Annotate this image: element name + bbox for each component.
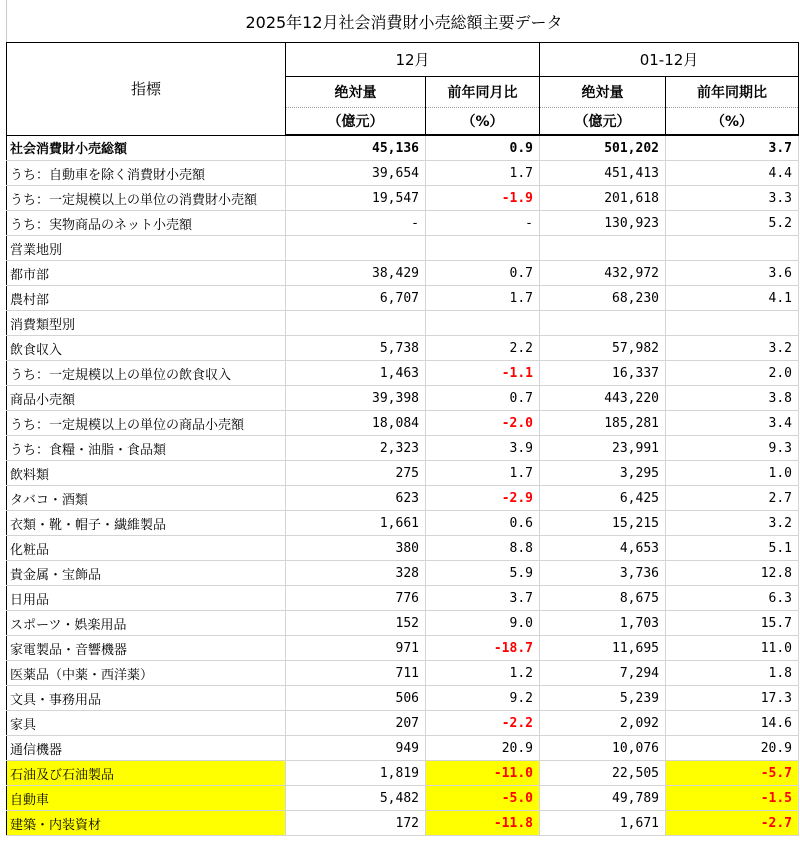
month-yoy-cell[interactable]: -11.8 xyxy=(426,811,540,836)
month-absolute-cell[interactable]: 1,661 xyxy=(286,511,426,536)
month-yoy-cell[interactable]: -18.7 xyxy=(426,636,540,661)
month-yoy-unit: （%） xyxy=(426,108,540,136)
month-group-header: 12月 xyxy=(286,43,540,77)
row-label[interactable]: スポーツ・娯楽用品 xyxy=(7,611,286,636)
table-row xyxy=(7,386,799,411)
month-absolute-cell[interactable]: - xyxy=(286,211,426,236)
month-yoy-cell[interactable]: -2.9 xyxy=(426,486,540,511)
table-row xyxy=(7,286,799,311)
table-row xyxy=(7,611,799,636)
month-absolute-cell[interactable]: 776 xyxy=(286,586,426,611)
month-yoy-cell[interactable]: 1.7 xyxy=(426,461,540,486)
table-row xyxy=(7,486,799,511)
ytd-absolute-cell[interactable]: 1,671 xyxy=(540,811,666,836)
ytd-yoy-cell[interactable] xyxy=(666,311,799,336)
month-yoy-cell[interactable]: 1.2 xyxy=(426,661,540,686)
ytd-absolute-header: 绝対量 xyxy=(540,77,666,108)
table-row xyxy=(7,361,799,386)
ytd-yoy-cell[interactable]: 1.8 xyxy=(666,661,799,686)
ytd-absolute-cell[interactable]: 3,736 xyxy=(540,561,666,586)
month-absolute-cell[interactable]: 152 xyxy=(286,611,426,636)
month-yoy-cell[interactable]: 1.7 xyxy=(426,161,540,186)
row-label[interactable]: うち：自動車を除く消費財小売額 xyxy=(7,161,286,186)
row-label[interactable]: 飲食収入 xyxy=(7,336,286,361)
month-absolute-header: 绝対量 xyxy=(286,77,426,108)
table-row xyxy=(7,761,799,786)
month-yoy-header: 前年同月比 xyxy=(426,77,540,108)
row-label[interactable]: うち：一定規模以上の単位の商品小売額 xyxy=(7,411,286,436)
row-label[interactable]: 衣類・靴・帽子・繊維製品 xyxy=(7,511,286,536)
ytd-yoy-cell[interactable]: 3.6 xyxy=(666,261,799,286)
month-yoy-cell[interactable]: -1.1 xyxy=(426,361,540,386)
table-title: 2025年12月社会消費財小売総額主要データ xyxy=(6,0,800,42)
ytd-absolute-cell[interactable]: 451,413 xyxy=(540,161,666,186)
month-absolute-unit: （億元） xyxy=(286,108,426,136)
month-yoy-cell[interactable]: 8.8 xyxy=(426,536,540,561)
ytd-yoy-cell[interactable]: 3.4 xyxy=(666,411,799,436)
row-label[interactable]: 営業地別 xyxy=(7,236,286,261)
month-yoy-cell[interactable]: - xyxy=(426,211,540,236)
data-table xyxy=(6,42,799,836)
row-label[interactable]: タバコ・酒類 xyxy=(7,486,286,511)
table-row xyxy=(7,236,799,261)
month-absolute-cell[interactable]: 45,136 xyxy=(286,135,426,161)
ytd-yoy-cell[interactable]: 3.7 xyxy=(666,135,799,161)
ytd-absolute-unit: （億元） xyxy=(540,108,666,136)
row-label[interactable]: 通信機器 xyxy=(7,736,286,761)
row-label[interactable]: うち：一定規模以上の単位の消費財小売額 xyxy=(7,186,286,211)
row-label[interactable]: 商品小売額 xyxy=(7,386,286,411)
ytd-yoy-cell[interactable]: 6.3 xyxy=(666,586,799,611)
table-row xyxy=(7,411,799,436)
month-yoy-cell[interactable]: -2.2 xyxy=(426,711,540,736)
ytd-absolute-cell[interactable]: 443,220 xyxy=(540,386,666,411)
ytd-yoy-cell[interactable]: 9.3 xyxy=(666,436,799,461)
ytd-absolute-cell[interactable]: 22,505 xyxy=(540,761,666,786)
table-row xyxy=(7,536,799,561)
ytd-group-header: 01-12月 xyxy=(540,43,799,77)
ytd-yoy-cell[interactable]: 1.0 xyxy=(666,461,799,486)
month-absolute-cell[interactable]: 1,819 xyxy=(286,761,426,786)
month-yoy-cell[interactable]: 9.0 xyxy=(426,611,540,636)
table-row xyxy=(7,736,799,761)
month-yoy-cell[interactable] xyxy=(426,236,540,261)
ytd-yoy-cell[interactable]: 15.7 xyxy=(666,611,799,636)
ytd-yoy-cell[interactable]: -5.7 xyxy=(666,761,799,786)
row-label[interactable]: 建築・内装資材 xyxy=(7,811,286,836)
row-label[interactable]: 農村部 xyxy=(7,286,286,311)
ytd-absolute-cell[interactable]: 15,215 xyxy=(540,511,666,536)
ytd-absolute-cell[interactable]: 185,281 xyxy=(540,411,666,436)
ytd-yoy-cell[interactable]: 3.2 xyxy=(666,336,799,361)
ytd-yoy-cell[interactable]: 20.9 xyxy=(666,736,799,761)
ytd-absolute-cell[interactable]: 49,789 xyxy=(540,786,666,811)
month-yoy-cell[interactable]: 0.7 xyxy=(426,261,540,286)
row-label[interactable]: 消費類型別 xyxy=(7,311,286,336)
month-absolute-cell[interactable]: 172 xyxy=(286,811,426,836)
ytd-absolute-cell[interactable]: 6,425 xyxy=(540,486,666,511)
row-label[interactable]: うち：実物商品のネット小売額 xyxy=(7,211,286,236)
month-absolute-cell[interactable]: 5,482 xyxy=(286,786,426,811)
row-label[interactable]: 家具 xyxy=(7,711,286,736)
month-absolute-cell[interactable] xyxy=(286,236,426,261)
month-absolute-cell[interactable]: 5,738 xyxy=(286,336,426,361)
row-label[interactable]: 貴金属・宝飾品 xyxy=(7,561,286,586)
ytd-yoy-cell[interactable]: 3.2 xyxy=(666,511,799,536)
ytd-absolute-cell[interactable]: 130,923 xyxy=(540,211,666,236)
ytd-absolute-cell[interactable]: 8,675 xyxy=(540,586,666,611)
month-yoy-cell[interactable]: 3.7 xyxy=(426,586,540,611)
month-absolute-cell[interactable]: 623 xyxy=(286,486,426,511)
table-row xyxy=(7,135,799,161)
ytd-absolute-cell[interactable]: 501,202 xyxy=(540,135,666,161)
table-row xyxy=(7,686,799,711)
table-row xyxy=(7,211,799,236)
month-absolute-cell[interactable]: 506 xyxy=(286,686,426,711)
month-absolute-cell[interactable]: 38,429 xyxy=(286,261,426,286)
table-row xyxy=(7,311,799,336)
row-label[interactable]: うち：一定規模以上の単位の飲食収入 xyxy=(7,361,286,386)
row-label[interactable]: 日用品 xyxy=(7,586,286,611)
table-row xyxy=(7,711,799,736)
ytd-yoy-cell[interactable]: 3.8 xyxy=(666,386,799,411)
month-absolute-cell[interactable]: 328 xyxy=(286,561,426,586)
ytd-yoy-cell[interactable]: 14.6 xyxy=(666,711,799,736)
footnote-clipped xyxy=(6,845,800,851)
table-row xyxy=(7,661,799,686)
ytd-absolute-cell[interactable]: 10,076 xyxy=(540,736,666,761)
month-yoy-cell[interactable]: 2.2 xyxy=(426,336,540,361)
row-label[interactable]: 文具・事務用品 xyxy=(7,686,286,711)
month-absolute-cell[interactable]: 6,707 xyxy=(286,286,426,311)
month-absolute-cell[interactable]: 39,398 xyxy=(286,386,426,411)
table-row xyxy=(7,161,799,186)
row-label[interactable]: 飲料類 xyxy=(7,461,286,486)
table-body xyxy=(7,135,799,836)
ytd-yoy-cell[interactable]: -2.7 xyxy=(666,811,799,836)
month-absolute-cell[interactable]: 18,084 xyxy=(286,411,426,436)
month-yoy-cell[interactable]: 20.9 xyxy=(426,736,540,761)
row-label[interactable]: 自動車 xyxy=(7,786,286,811)
month-yoy-cell[interactable]: 0.6 xyxy=(426,511,540,536)
ytd-yoy-cell[interactable]: 3.3 xyxy=(666,186,799,211)
month-absolute-cell[interactable]: 207 xyxy=(286,711,426,736)
row-label[interactable]: 石油及び石油製品 xyxy=(7,761,286,786)
ytd-absolute-cell[interactable]: 7,294 xyxy=(540,661,666,686)
ytd-yoy-header: 前年同期比 xyxy=(666,77,799,108)
table-row xyxy=(7,786,799,811)
month-absolute-cell[interactable]: 711 xyxy=(286,661,426,686)
row-label[interactable]: うち：食糧・油脂・食品類 xyxy=(7,436,286,461)
table-row xyxy=(7,636,799,661)
ytd-yoy-cell[interactable]: 12.8 xyxy=(666,561,799,586)
ytd-yoy-cell[interactable]: 5.1 xyxy=(666,536,799,561)
table-row xyxy=(7,261,799,286)
ytd-absolute-cell[interactable]: 11,695 xyxy=(540,636,666,661)
ytd-absolute-cell[interactable]: 432,972 xyxy=(540,261,666,286)
ytd-absolute-cell[interactable]: 4,653 xyxy=(540,536,666,561)
month-absolute-cell[interactable] xyxy=(286,311,426,336)
table-row xyxy=(7,586,799,611)
month-absolute-cell[interactable]: 19,547 xyxy=(286,186,426,211)
ytd-absolute-cell[interactable]: 16,337 xyxy=(540,361,666,386)
ytd-yoy-cell[interactable]: 11.0 xyxy=(666,636,799,661)
table-row xyxy=(7,511,799,536)
ytd-yoy-cell[interactable]: 4.1 xyxy=(666,286,799,311)
ytd-yoy-cell[interactable]: 2.0 xyxy=(666,361,799,386)
ytd-absolute-cell[interactable]: 3,295 xyxy=(540,461,666,486)
month-yoy-cell[interactable]: -2.0 xyxy=(426,411,540,436)
month-absolute-cell[interactable]: 2,323 xyxy=(286,436,426,461)
month-absolute-cell[interactable]: 380 xyxy=(286,536,426,561)
row-label[interactable]: 社会消費財小売総額 xyxy=(7,135,286,161)
ytd-absolute-cell[interactable]: 1,703 xyxy=(540,611,666,636)
month-yoy-cell[interactable]: -11.0 xyxy=(426,761,540,786)
month-yoy-cell[interactable] xyxy=(426,311,540,336)
month-yoy-cell[interactable]: 9.2 xyxy=(426,686,540,711)
month-yoy-cell[interactable]: 3.9 xyxy=(426,436,540,461)
ytd-yoy-cell[interactable]: 5.2 xyxy=(666,211,799,236)
ytd-absolute-cell[interactable]: 2,092 xyxy=(540,711,666,736)
table-row xyxy=(7,336,799,361)
ytd-absolute-cell[interactable] xyxy=(540,236,666,261)
ytd-absolute-cell[interactable]: 68,230 xyxy=(540,286,666,311)
table-row xyxy=(7,811,799,836)
ytd-yoy-cell[interactable]: 17.3 xyxy=(666,686,799,711)
month-yoy-cell[interactable]: 1.7 xyxy=(426,286,540,311)
month-absolute-cell[interactable]: 275 xyxy=(286,461,426,486)
month-yoy-cell[interactable]: -1.9 xyxy=(426,186,540,211)
ytd-yoy-cell[interactable]: -1.5 xyxy=(666,786,799,811)
table-row xyxy=(7,461,799,486)
month-yoy-cell[interactable]: 0.7 xyxy=(426,386,540,411)
ytd-yoy-cell[interactable]: 4.4 xyxy=(666,161,799,186)
month-absolute-cell[interactable]: 971 xyxy=(286,636,426,661)
ytd-absolute-cell[interactable]: 5,239 xyxy=(540,686,666,711)
row-label[interactable]: 医薬品（中薬・西洋薬） xyxy=(7,661,286,686)
table-row xyxy=(7,436,799,461)
ytd-absolute-cell[interactable]: 23,991 xyxy=(540,436,666,461)
row-label[interactable]: 化粧品 xyxy=(7,536,286,561)
ytd-yoy-unit: （%） xyxy=(666,108,799,136)
row-label[interactable]: 家電製品・音響機器 xyxy=(7,636,286,661)
ytd-yoy-cell[interactable]: 2.7 xyxy=(666,486,799,511)
month-absolute-cell[interactable]: 39,654 xyxy=(286,161,426,186)
month-yoy-cell[interactable]: -5.0 xyxy=(426,786,540,811)
ytd-absolute-cell[interactable]: 57,982 xyxy=(540,336,666,361)
row-label[interactable]: 都市部 xyxy=(7,261,286,286)
ytd-absolute-cell[interactable] xyxy=(540,311,666,336)
ytd-yoy-cell[interactable] xyxy=(666,236,799,261)
table-row xyxy=(7,186,799,211)
month-yoy-cell[interactable]: 5.9 xyxy=(426,561,540,586)
ytd-absolute-cell[interactable]: 201,618 xyxy=(540,186,666,211)
indicator-header: 指標 xyxy=(7,43,286,136)
month-absolute-cell[interactable]: 1,463 xyxy=(286,361,426,386)
month-absolute-cell[interactable]: 949 xyxy=(286,736,426,761)
table-row xyxy=(7,561,799,586)
month-yoy-cell[interactable]: 0.9 xyxy=(426,135,540,161)
